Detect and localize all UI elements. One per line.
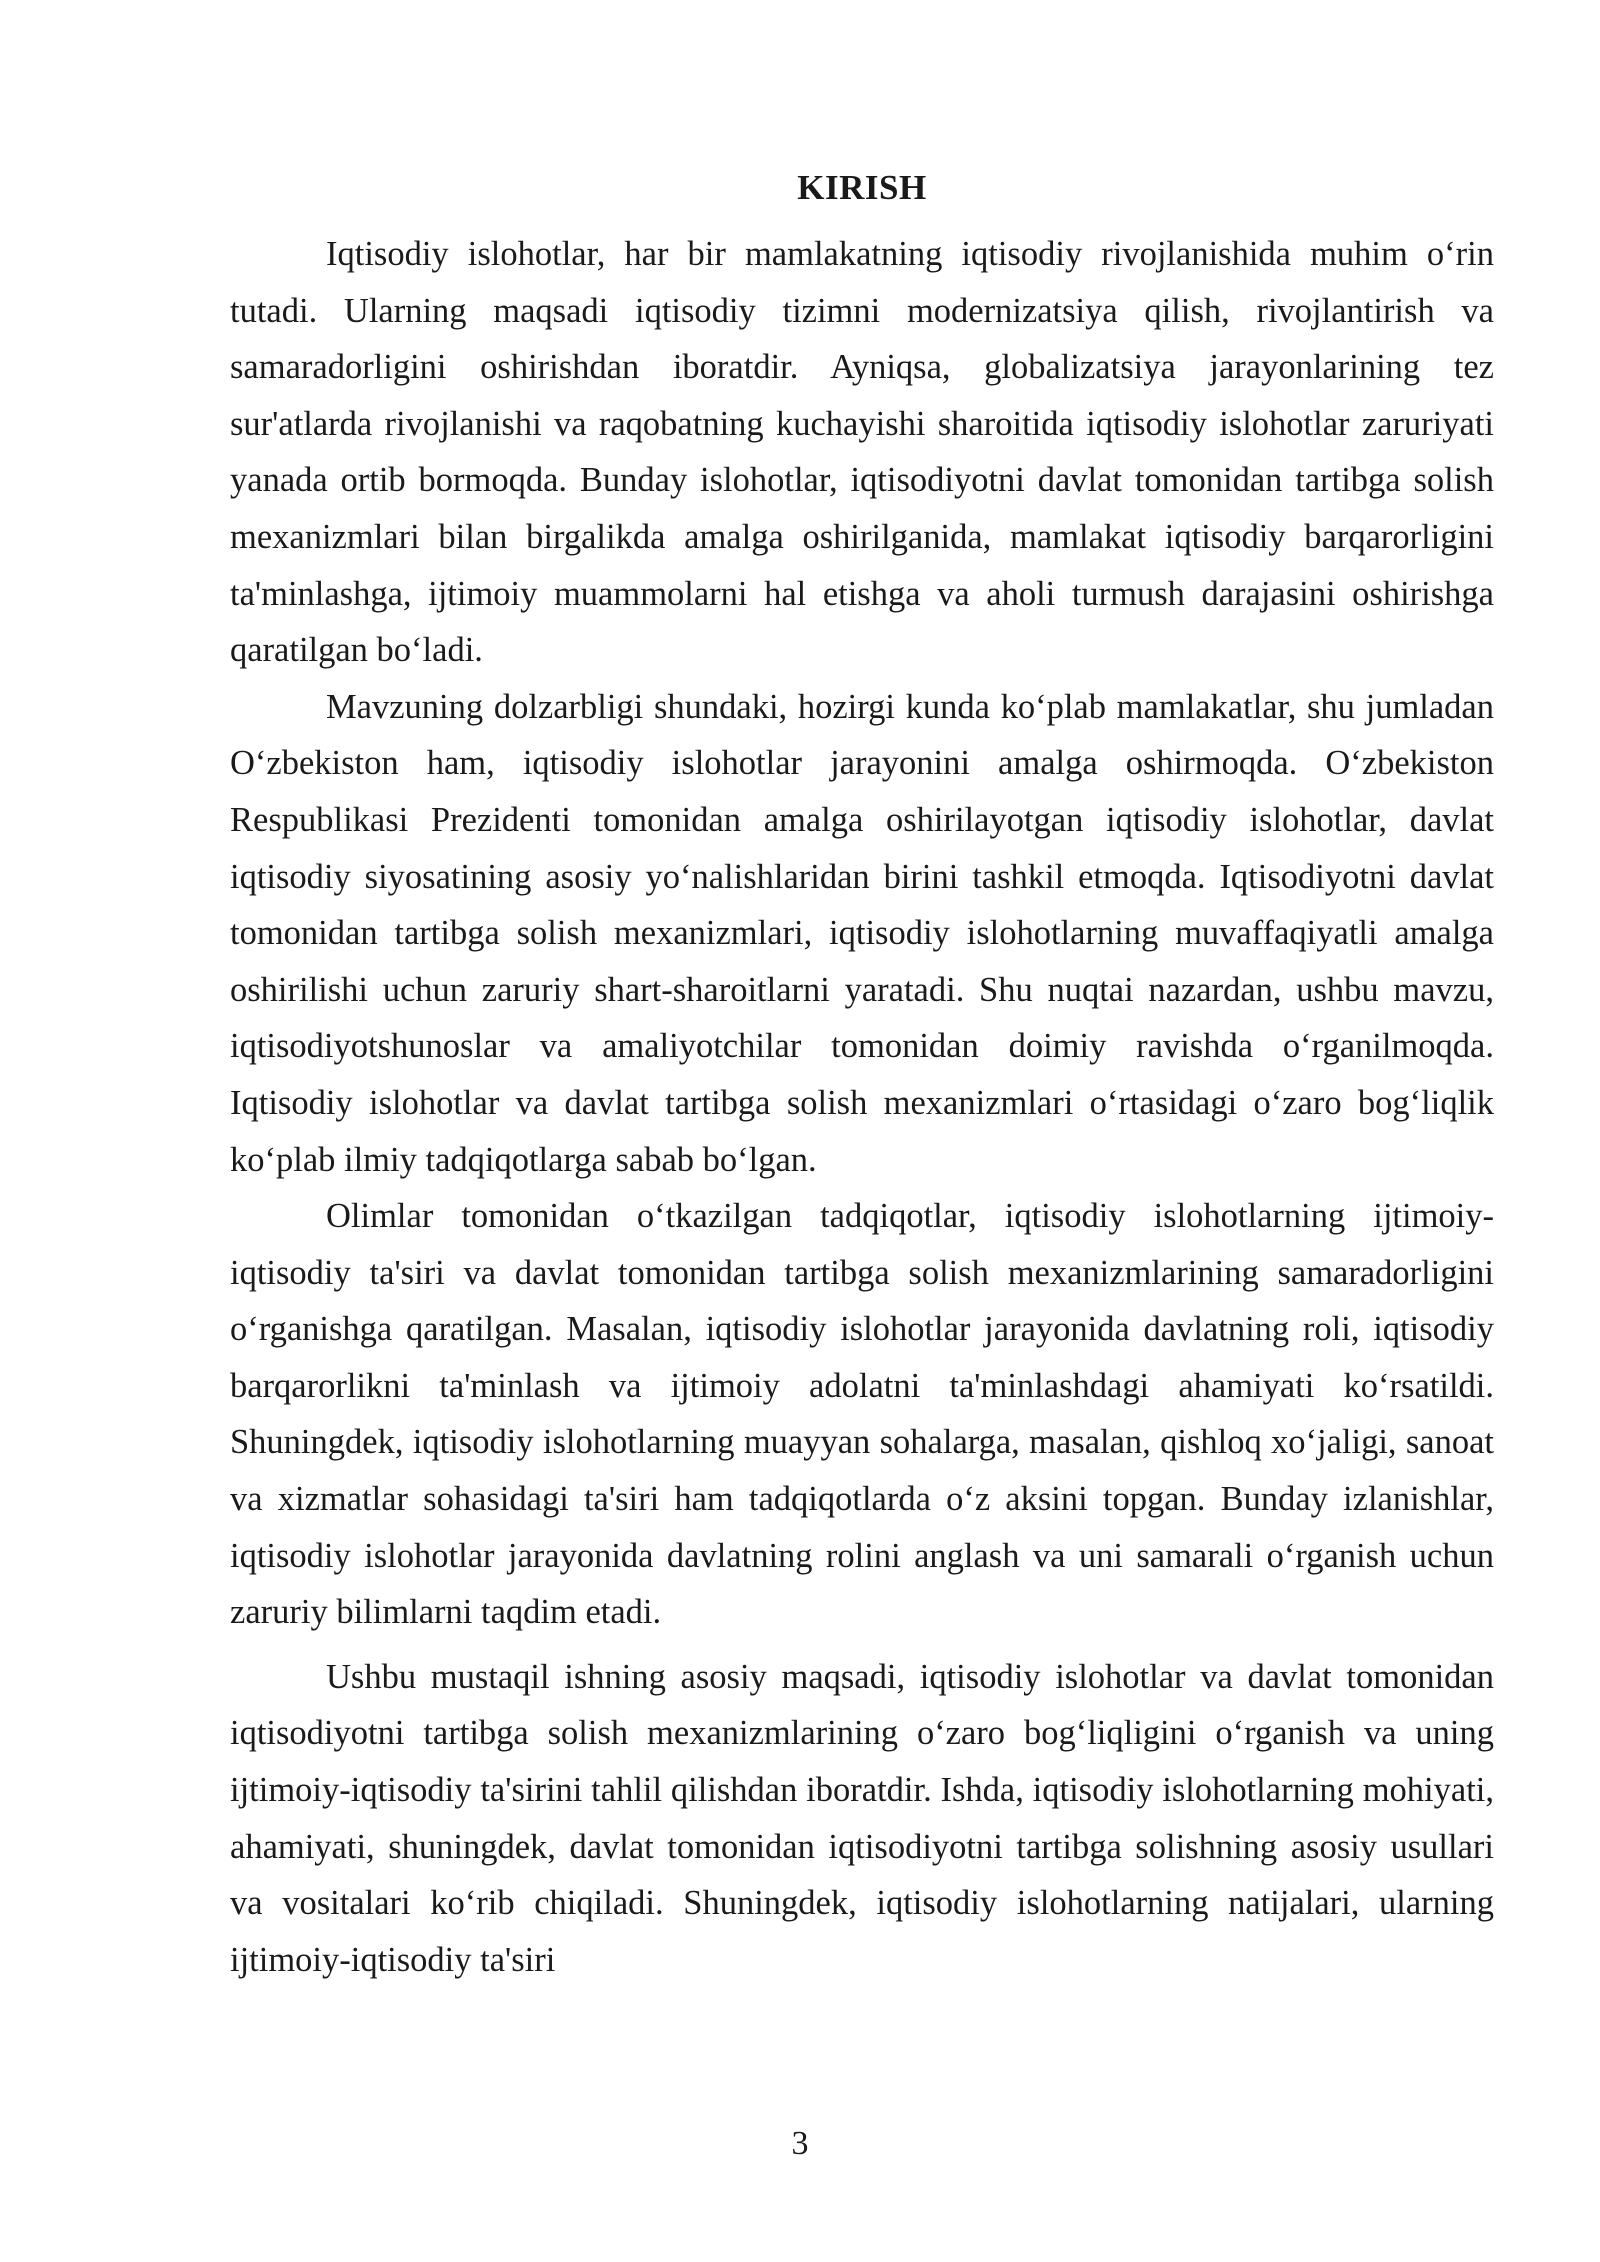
page-number: 3 [791, 2125, 809, 2162]
paragraph-4: Ushbu mustaqil ishning asosiy maqsadi, iqtisodiy islohotlar va davlat tomonidan iqtisodiyotni tartibga solish mexanizmlarining o‘zaro bog‘liqligini o‘rganish va uning ijtimoiy-iqtisodiy ta'sirini tahlil qilishdan iboratdir. Ishda, iqtisodiy islohotlarning mohiyati, ahamiyati, shuningdek, davlat tomonidan iqtisodiyotni tartibga solishning asosiy usullari va vositalari ko‘rib chiqiladi. Shuningdek, iqtisodiy islohotlarning natijalari, ularning ijtimoiy-iqtisodiy ta'siri [230, 1657, 1494, 1979]
paragraph-1: Iqtisodiy islohotlar, har bir mamlakatning iqtisodiy rivojlanishida muhim o‘rin tutadi. Ularning maqsadi iqtisodiy tizimni modernizatsiya qilish, rivojlantirish va samaradorligini oshirishdan iboratdir. Ayniqsa, globalizatsiya jarayonlarining tez sur'atlarda rivojlanishi va raqobatning kuchayishi sharoitida iqtisodiy islohotlar zaruriyati yanada ortib bormoqda. Bunday islohotlar, iqtisodiyotni davlat tomonidan tartibga solish mexanizmlari bilan birgalikda amalga oshirilganida, mamlakat iqtisodiy barqarorligini ta'minlashga, ijtimoiy muammolarni hal etishga va aholi turmush darajasini oshirishga qaratilgan bo‘ladi. [230, 235, 1494, 670]
section-title: KIRISH [797, 168, 927, 207]
page-content [230, 160, 1494, 1988]
paragraph-2: Mavzuning dolzarbligi shundaki, hozirgi kunda ko‘plab mamlakatlar, shu jumladan O‘zbekiston ham, iqtisodiy islohotlar jarayonini amalga oshirmoqda. O‘zbekiston Respublikasi Prezidenti tomonidan amalga oshirilayotgan iqtisodiy islohotlar, davlat iqtisodiy siyosatining asosiy yo‘nalishlaridan birini tashkil etmoqda. Iqtisodiyotni davlat tomonidan tartibga solish mexanizmlari, iqtisodiy islohotlarning muvaffaqiyatli amalga oshirilishi uchun zaruriy shart-sharoitlarni yaratadi. Shu nuqtai nazardan, ushbu mavzu, iqtisodiyotshunoslar va amaliyotchilar tomonidan doimiy ravishda o‘rganilmoqda. Iqtisodiy islohotlar va davlat tartibga solish mexanizmlari o‘rtasidagi o‘zaro bog‘liqlik ko‘plab ilmiy tadqiqotlarga sabab bo‘lgan. [230, 687, 1494, 1179]
paragraph-3: Olimlar tomonidan o‘tkazilgan tadqiqotlar, iqtisodiy islohotlarning ijtimoiy-iqtisodiy ta'siri va davlat tomonidan tartibga solish mexanizmlarining samaradorligini o‘rganishga qaratilgan. Masalan, iqtisodiy islohotlar jarayonida davlatning roli, iqtisodiy barqarorlikni ta'minlash va ijtimoiy adolatni ta'minlashdagi ahamiyati ko‘rsatildi. Shuningdek, iqtisodiy islohotlarning muayyan sohalarga, masalan, qishloq xo‘jaligi, sanoat va xizmatlar sohasidagi ta'siri ham tadqiqotlarda o‘z aksini topgan. Bunday izlanishlar, iqtisodiy islohotlar jarayonida davlatning rolini anglash va uni samarali o‘rganish uchun zaruriy bilimlarni taqdim etadi. [230, 1197, 1494, 1632]
